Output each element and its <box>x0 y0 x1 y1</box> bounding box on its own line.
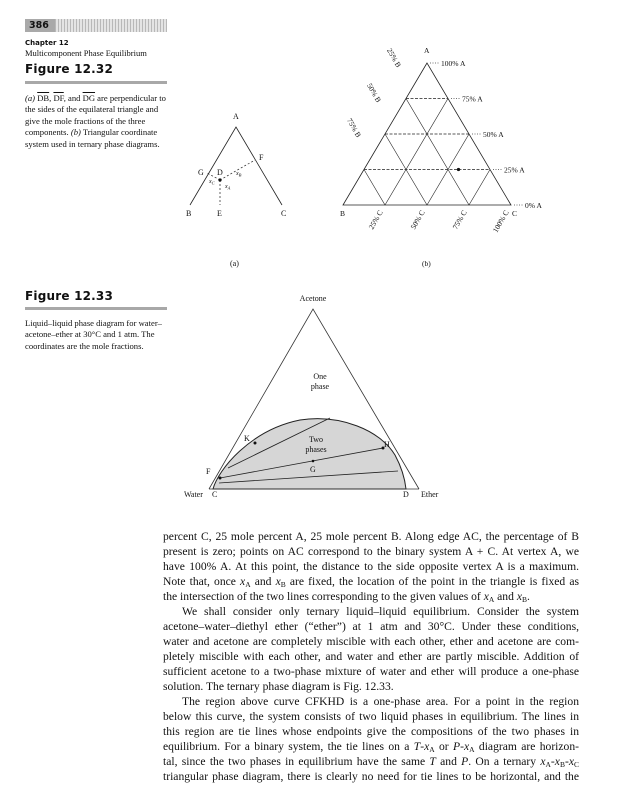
segment-df: $\overline{DF}$ <box>53 93 64 103</box>
text-segment: below this curve, the system consists of two liquid phases in equilibrium. The lines in <box>163 710 579 723</box>
text-segment: . On a ternary <box>468 755 541 768</box>
b-axis-tick-label: 25% B <box>384 46 404 69</box>
grid-line-c <box>364 170 385 206</box>
label-a: A <box>233 112 239 121</box>
caption-part-b: (b) <box>70 127 81 138</box>
label-d: D <box>403 490 409 499</box>
example-point <box>457 168 460 171</box>
label-f: F <box>206 467 211 476</box>
label-two-phases: Two <box>308 435 324 444</box>
text-line <box>163 634 579 649</box>
math-variable: P <box>453 740 461 753</box>
text-segment: . <box>526 590 530 603</box>
label-f: F <box>259 153 264 162</box>
text-segment: - <box>420 740 425 753</box>
text-line <box>163 649 579 664</box>
math-variable: $x_A$ <box>424 740 435 754</box>
a-axis-tick-label: 0% A <box>525 201 542 210</box>
caption-text: , and <box>63 93 83 103</box>
math-variable: $x_B$ <box>275 575 286 589</box>
label-k: K <box>244 434 250 443</box>
triangle-a <box>190 127 282 205</box>
text-segment: have 100% A. At this point, the distance to the side opposite vertex A is a maximum. <box>163 560 579 573</box>
text-line <box>163 544 579 559</box>
label-d: D <box>217 168 223 177</box>
text-segment: We shall consider only ternary liquid–liquid equilibrium. Consider the system <box>182 605 579 618</box>
caption-text: are perpendicular to the sides of the equilateral triangle and give the mole fractions of the three components. <box>25 93 166 138</box>
text-segment: this region are tie lines whose endpoints give the compositions of the two phases in <box>163 725 579 738</box>
label-acetone: Acetone <box>299 294 327 303</box>
segment-dg: $\overline{DG}$ <box>82 93 96 103</box>
panel-b-label: (b) <box>422 259 431 268</box>
point-d <box>218 178 221 181</box>
grid-line-b <box>469 170 490 206</box>
c-axis-tick-label: 100% C <box>490 208 511 235</box>
label-ether: Ether <box>421 490 439 499</box>
text-segment: pletely miscible with each other, and water and ether are partly miscible. Addition of <box>163 650 579 663</box>
text-segment: - <box>564 755 569 768</box>
segment-df <box>220 160 255 180</box>
label-h: H <box>384 440 390 449</box>
text-segment: tal, since the two phases in equilibrium have the same <box>163 755 430 768</box>
c-axis-tick-label: 75% C <box>450 208 469 231</box>
text-segment: The region above curve CFKHD is a one-phase area. For a point in the region <box>182 695 579 708</box>
b-axis-tick-label: 50% B <box>364 81 384 104</box>
text-segment: present is zero; points on AC correspond to the binary system A + C. At vertex A, we <box>163 545 579 558</box>
grid-line-c <box>406 99 469 206</box>
text-line <box>163 679 579 694</box>
point-k <box>254 442 257 445</box>
text-line <box>163 619 579 634</box>
text-segment: solution. The ternary phase diagram is Fig. 12.33. <box>163 680 394 693</box>
text-segment: or <box>434 740 454 753</box>
math-variable: P <box>461 755 469 768</box>
label-b: B <box>186 209 192 218</box>
c-axis-tick-label: 50% C <box>408 208 427 231</box>
text-segment: percent C, 25 mole percent A, 25 mole percent B. Along edge AC, the percentage of B <box>163 530 579 543</box>
text-line <box>163 604 579 619</box>
text-segment: triangular phase diagram, there is clearly no need for tie lines to be horizontal, and the <box>163 770 579 783</box>
text-line <box>163 694 579 709</box>
text-segment: sufficient acetone to a two-phase mixture of water and ether will produce a one-phase <box>163 665 579 678</box>
chapter-title: Multicomponent Phase Equilibrium <box>25 48 147 58</box>
figure-12-32-title: Figure 12.32 <box>25 62 114 76</box>
label-one-phase: One <box>313 372 327 381</box>
math-variable: $x_C$ <box>568 755 580 769</box>
segment-db: $\overline{DB}$ <box>37 93 50 103</box>
text-line <box>163 769 579 784</box>
math-variable: T <box>429 755 436 768</box>
label-c: C <box>281 209 287 218</box>
panel-b <box>340 46 542 268</box>
text-segment: and <box>435 755 462 768</box>
label-one-phase: phase <box>310 382 330 391</box>
text-line <box>163 559 579 574</box>
figure-12-33-title: Figure 12.33 <box>25 289 114 303</box>
a-axis-tick-label: 100% A <box>441 59 466 68</box>
text-line <box>163 754 579 769</box>
text-segment: are fixed, the location of the point in the triangle is fixed as <box>285 575 579 588</box>
label-xc: $x_C$ <box>209 179 215 186</box>
page-number: 386 <box>25 19 55 32</box>
a-axis-tick-label: 50% A <box>483 130 504 139</box>
math-variable: $x_A$ <box>483 590 495 604</box>
label-g: G <box>198 168 204 177</box>
text-line <box>163 724 579 739</box>
figure-12-33-diagram <box>0 290 639 505</box>
text-segment: water and acetone are completely miscible with each other, ether and acetone are com- <box>163 635 579 648</box>
math-variable: $x_A$ <box>540 755 551 769</box>
text-line <box>163 589 579 604</box>
math-variable: $x_A$ <box>240 575 251 589</box>
math-variable: $x_A$ <box>463 740 475 754</box>
label-xb: $x_B$ <box>236 171 242 178</box>
text-segment: equilibrium. For a binary system, the tie lines on a <box>163 740 414 753</box>
panel-a-label: (a) <box>230 259 239 268</box>
text-line <box>163 739 579 754</box>
a-axis-tick-label: 75% A <box>462 94 483 104</box>
caption-text: Triangular coordinate system used in ternary phase diagrams. <box>25 127 160 149</box>
text-segment: diagram are horizon- <box>474 740 579 753</box>
a-axis-tick-label: 25% A <box>504 165 525 175</box>
label-water: Water <box>184 490 203 499</box>
label-two-phases: phases <box>305 445 327 454</box>
point-f <box>219 477 222 480</box>
text-segment: acetone–water–diethyl ether (“ether”) at 1 atm and 30°C. Under these conditions, <box>163 620 579 633</box>
b-axis-tick-label: 75% B <box>344 116 364 139</box>
c-axis-tick-label: 25% C <box>366 208 385 231</box>
math-variable: T <box>413 740 421 753</box>
text-segment: and <box>494 590 517 603</box>
text-segment: - <box>460 740 464 753</box>
grid-line-b <box>385 99 448 206</box>
text-line <box>163 709 579 724</box>
figure-12-32-diagrams <box>0 0 639 290</box>
math-variable: $x_B$ <box>554 755 565 769</box>
label-c: C <box>512 209 518 218</box>
text-segment: - <box>550 755 555 768</box>
math-variable: $x_B$ <box>516 590 527 604</box>
text-segment: the intersection of the two lines corresponding to the given values of <box>163 590 484 603</box>
text-line <box>163 664 579 679</box>
point-g <box>312 460 315 463</box>
label-e: E <box>217 209 222 218</box>
chapter-label: Chapter 12 <box>25 39 69 47</box>
text-segment: Note that, once <box>163 575 241 588</box>
label-b: B <box>340 209 346 218</box>
text-segment: and <box>250 575 276 588</box>
body-text <box>163 529 579 784</box>
label-a: A <box>424 46 430 55</box>
label-g: G <box>310 465 316 474</box>
panel-a <box>186 112 286 268</box>
label-xa: $x_A$ <box>225 184 231 191</box>
caption-text: , <box>49 93 54 103</box>
text-line <box>163 574 579 589</box>
caption-part-a: (a) <box>25 93 36 103</box>
figure-12-33-caption: Liquid–liquid phase diagram for water–acetone–ether at 30°C and 1 atm. The coordinates are the mole fractions. <box>25 318 162 351</box>
label-c: C <box>212 490 218 499</box>
text-line <box>163 529 579 544</box>
